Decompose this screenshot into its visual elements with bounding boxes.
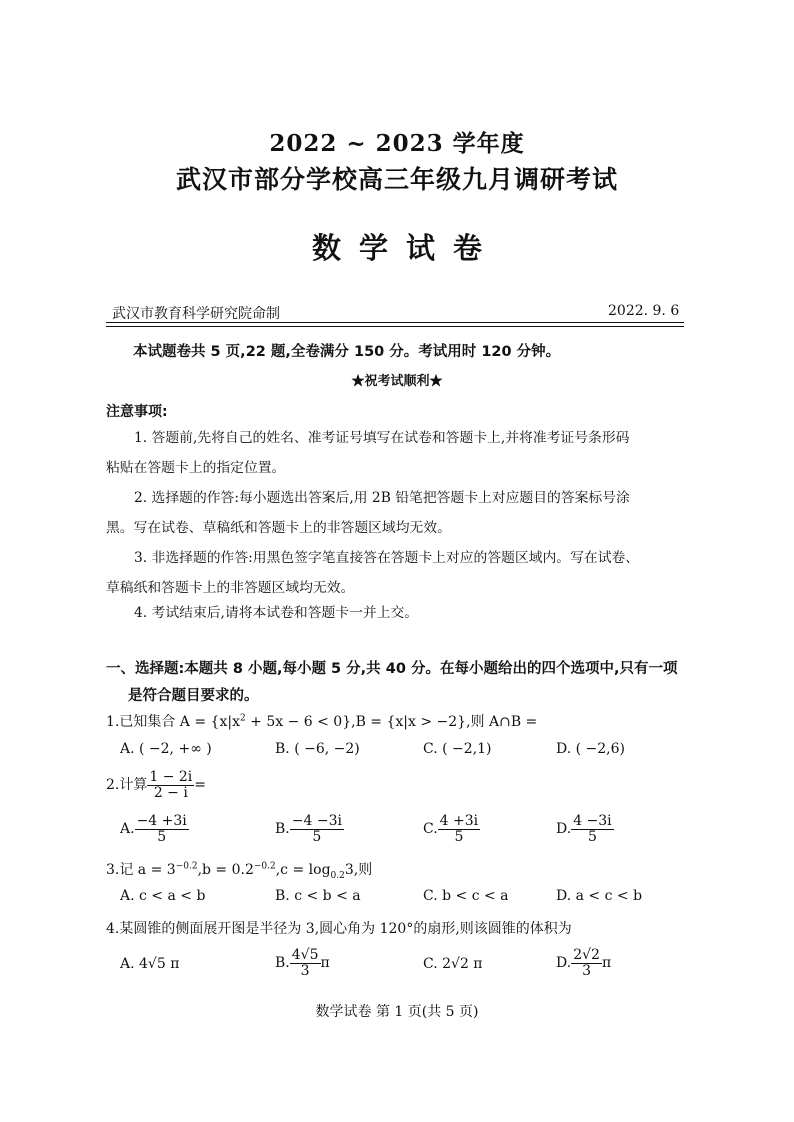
section-heading: 一、选择题:本题共 8 小题,每小题 5 分,共 40 分。在每小题给出的四个选项中,只有一项 是符合题目要求的。	[106, 661, 678, 704]
page-footer: 数学试卷 第 1 页(共 5 页)	[315, 1004, 479, 1020]
q2-option-a: A. $\frac{-4 +3i}{5}$	[120, 813, 187, 845]
notice-3: 3. 非选择题的作答:用黑色签字笔直接答在答题卡上对应的答题区域内。写在试卷、 草稿纸和答题卡上的非答题区域均无效。	[106, 550, 640, 596]
q1-option-a: A. ( −2, +∞ )	[120, 741, 212, 757]
good-luck-banner: ★祝考试顺利★	[351, 374, 443, 389]
q3-option-c: C. b < c < a	[423, 888, 509, 904]
q1-option-b: B. ( −6, −2)	[275, 741, 360, 757]
q4-option-a: A. 4√5 π	[120, 956, 180, 972]
q3-option-d: D. a < c < b	[556, 888, 643, 904]
subject-title: 数学试卷	[311, 231, 500, 265]
exam-organization-title: 武汉市部分学校高三年级九月调研考试	[175, 165, 618, 194]
notice-2: 2. 选择题的作答:每小题选出答案后,用 2B 铅笔把答题卡上对应题目的答案标号涂 黑。写在试卷、草稿纸和答题卡上的非答题区域均无效。	[106, 490, 630, 536]
q4-option-c: C. 2√2 π	[423, 956, 483, 972]
question-3-stem: 3.记 $a = 3^{-0.2},b = 0.2^{-0.2},c = \log_{0.2}3$,则	[106, 861, 373, 881]
q3-option-b: B. c < b < a	[275, 888, 361, 904]
q2-option-c: C. $\frac{4 +3i}{5}$	[423, 813, 479, 845]
notice-1: 1. 答题前,先将自己的姓名、准考证号填写在试卷和答题卡上,并将准考证号条形码 粘贴在答题卡上的指定位置。	[106, 430, 630, 476]
exam-date: 2022. 9. 6	[608, 303, 680, 319]
q2-option-d: D. $\frac{4 -3i}{5}$	[556, 813, 612, 845]
notice-title: 注意事项:	[106, 404, 168, 420]
q2-option-b: B. $\frac{-4 -3i}{5}$	[275, 813, 342, 845]
header-rule-thick	[106, 322, 684, 323]
q4-option-d: D. $\frac{2√2}{3}$ π	[556, 947, 612, 979]
question-1-stem: 1.已知集合 $A = \{x|x^2 + 5x - 6 < 0\},B = \{x|x > -2\}$,则 A∩B =	[106, 713, 538, 730]
exam-maker: 武汉市教育科学研究院命制	[112, 306, 280, 322]
header-rule-thin	[106, 326, 684, 327]
exam-year: 2022 ~ 2023 学年度	[269, 130, 525, 157]
q1-option-c: C. ( −2,1)	[423, 741, 492, 757]
q1-option-d: D. ( −2,6)	[556, 741, 625, 757]
q3-option-a: A. c < a < b	[120, 888, 206, 904]
exam-info: 本试题卷共 5 页,22 题,全卷满分 150 分。考试用时 120 分钟。	[133, 344, 561, 360]
q4-option-b: B. $\frac{4√5}{3}$ π	[275, 947, 330, 979]
question-4-stem: 4.某圆锥的侧面展开图是半径为 3,圆心角为 120°的扇形,则该圆锥的体积为	[106, 921, 572, 937]
question-2-stem: 2.计算 $\frac{1 - 2i}{2 - i}$ =	[106, 769, 207, 801]
notice-4: 4. 考试结束后,请将本试卷和答题卡一并上交。	[134, 605, 419, 621]
